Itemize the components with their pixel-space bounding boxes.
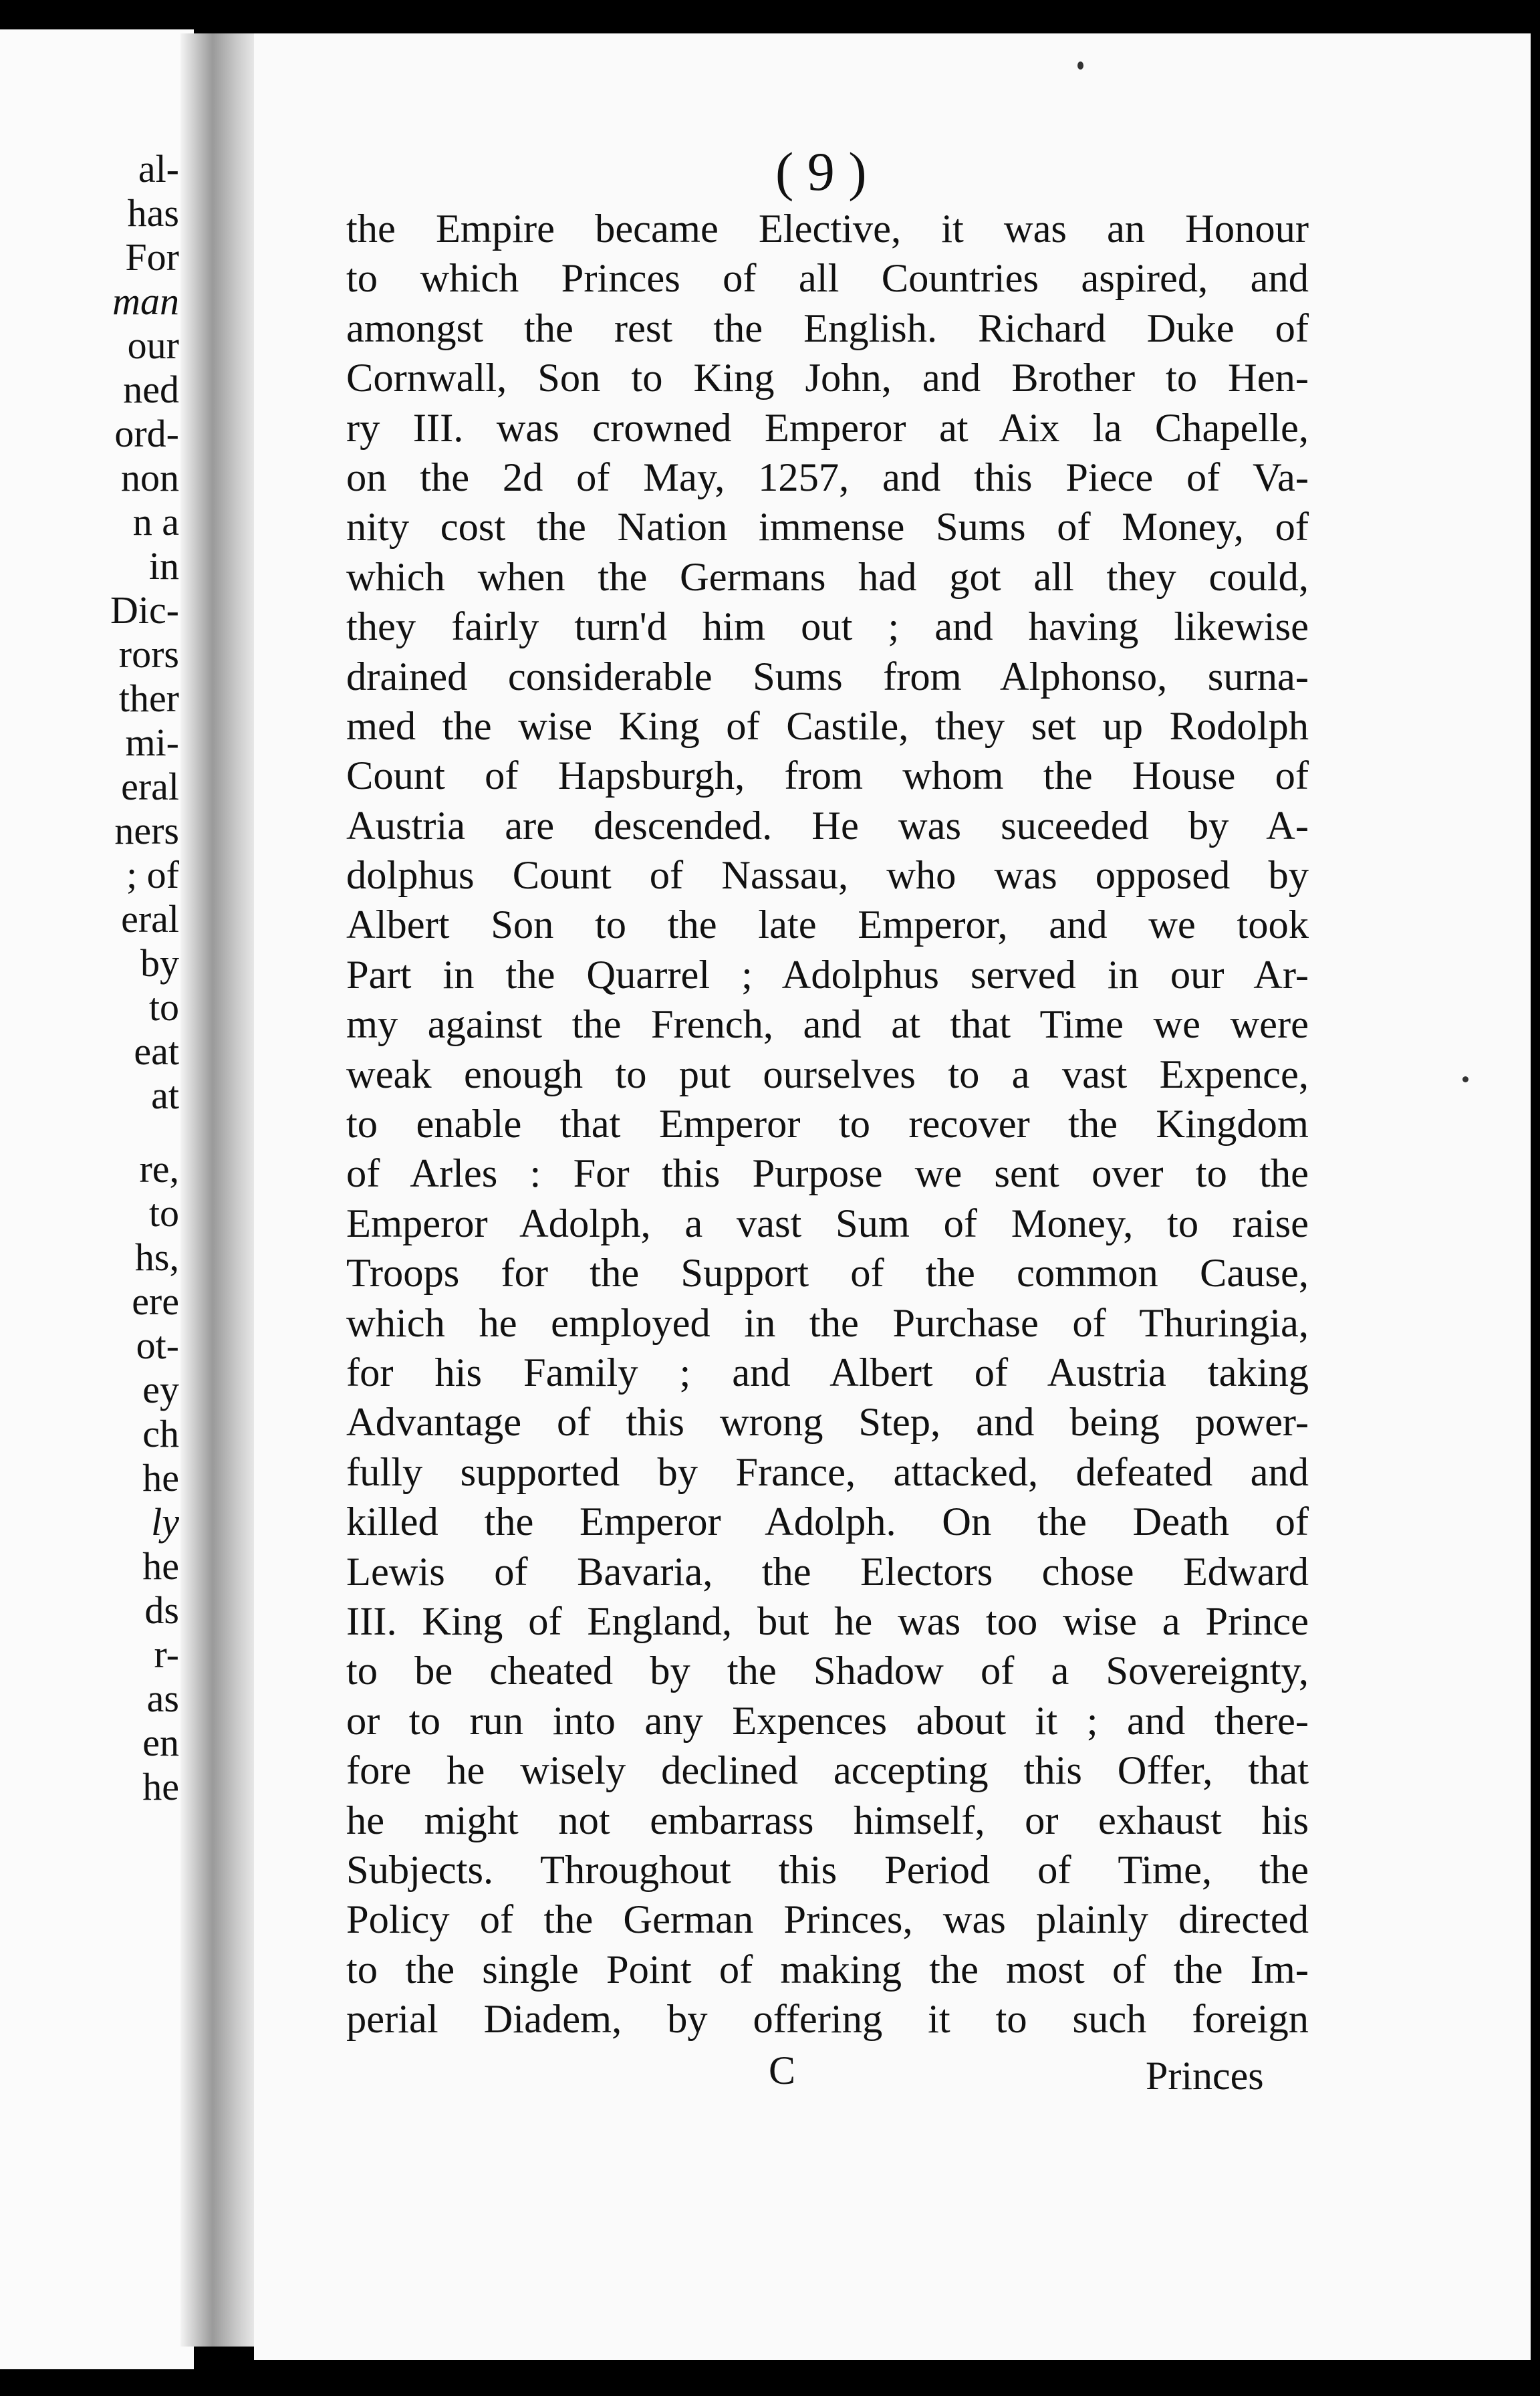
text-line: which he employed in the Purchase of Thuringia, [346, 1300, 1309, 1346]
left-page-line-fragment: eat [134, 1030, 179, 1073]
text-line: my against the French, and at that Time we were [346, 1002, 1309, 1048]
signature-mark: C [769, 2048, 796, 2092]
ink-speck [1077, 62, 1083, 70]
text-line: Part in the Quarrel ; Adolphus served in our Ar- [346, 952, 1309, 997]
text-line: on the 2d of May, 1257, and this Piece of Va- [346, 455, 1309, 500]
left-page-line-fragment: Dic- [110, 588, 179, 632]
catchword: Princes [1146, 2054, 1264, 2098]
text-line: for his Family ; and Albert of Austria taking [346, 1350, 1309, 1395]
left-page-line-fragment: as [146, 1677, 179, 1720]
left-page-line-fragment: by [140, 941, 179, 985]
text-line: Count of Hapsburgh, from whom the House of [346, 753, 1309, 799]
left-page-line-fragment: ere [132, 1280, 179, 1323]
left-page [0, 29, 194, 2369]
left-page-line-fragment: hs, [134, 1235, 179, 1279]
left-page-line-fragment: ther [118, 677, 179, 720]
left-page-line-fragment: he [142, 1765, 179, 1808]
text-line: or to run into any Expences about it ; and there- [346, 1698, 1309, 1744]
left-page-line-fragment: ch [142, 1412, 179, 1455]
page-gutter [180, 33, 261, 2347]
text-line: dolphus Count of Nassau, who was opposed by [346, 853, 1309, 898]
left-page-line-fragment: n a [132, 500, 179, 544]
text-line: fully supported by France, attacked, defeated and [346, 1449, 1309, 1495]
left-page-line-fragment: to [148, 1191, 179, 1235]
text-line: Lewis of Bavaria, the Electors chose Edward [346, 1549, 1309, 1594]
text-line: of Arles : For this Purpose we sent over to the [346, 1151, 1309, 1197]
text-line: Troops for the Support of the common Cause, [346, 1251, 1309, 1296]
text-line: he might not embarrass himself, or exhaust his [346, 1798, 1309, 1843]
left-page-line-fragment: al- [138, 147, 179, 191]
text-line: amongst the rest the English. Richard Duke of [346, 306, 1309, 351]
text-line: to which Princes of all Countries aspired, and [346, 256, 1309, 302]
text-line: Advantage of this wrong Step, and being power- [346, 1400, 1309, 1445]
left-page-line-fragment: he [142, 1544, 179, 1588]
left-page-line-fragment: non [121, 456, 179, 499]
text-line: Cornwall, Son to King John, and Brother to Hen- [346, 356, 1309, 401]
text-line: Albert Son to the late Emperor, and we took [346, 903, 1309, 948]
left-page-line-fragment: rors [118, 632, 179, 676]
left-page-line-fragment: at [151, 1074, 179, 1117]
scan-border [0, 2370, 1540, 2396]
left-page-line-fragment: in [148, 544, 179, 588]
text-line: to the single Point of making the most of the Im- [346, 1947, 1309, 1992]
text-line: perial Diadem, by offering it to such foreign [346, 1997, 1309, 2042]
left-page-line-fragment: our [127, 324, 179, 367]
ink-speck [1462, 1076, 1468, 1082]
left-page-line-fragment: en [142, 1721, 179, 1764]
text-line: killed the Emperor Adolph. On the Death of [346, 1500, 1309, 1545]
text-line: the Empire became Elective, it was an Honour [346, 207, 1309, 251]
text-line: to be cheated by the Shadow of a Sovereignty, [346, 1649, 1309, 1694]
left-page-line-fragment: he [142, 1456, 179, 1500]
text-line: nity cost the Nation immense Sums of Money, of [346, 505, 1309, 550]
left-page-line-fragment: mi- [125, 721, 179, 764]
text-line: Policy of the German Princes, was plainly directed [346, 1897, 1309, 1943]
text-line: drained considerable Sums from Alphonso, surna- [346, 654, 1309, 699]
text-line: to enable that Emperor to recover the Kingdom [346, 1102, 1309, 1147]
left-page-line-fragment: to [148, 985, 179, 1029]
left-page-line-fragment: ord- [114, 412, 179, 455]
text-line: med the wise King of Castile, they set up Rodolph [346, 703, 1309, 749]
text-line: which when the Germans had got all they could, [346, 554, 1309, 600]
left-page-line-fragment: eral [121, 765, 179, 808]
text-line: they fairly turn'd him out ; and having likewise [346, 604, 1309, 650]
left-page-line-fragment: re, [139, 1147, 179, 1191]
left-page-line-fragment: ned [123, 368, 179, 411]
left-page-line-fragment: ot- [136, 1324, 179, 1367]
text-line: Subjects. Throughout this Period of Time, the [346, 1847, 1309, 1893]
text-line: Austria are descended. He was suceeded by A- [346, 803, 1309, 848]
left-page-line-fragment: ; of [126, 853, 179, 896]
left-page-line-fragment: ds [144, 1588, 179, 1632]
text-line: ry III. was crowned Emperor at Aix la Chapelle, [346, 405, 1309, 451]
left-page-line-fragment: r- [154, 1633, 179, 1676]
text-line: III. King of England, but he was too wise a Prince [346, 1598, 1309, 1644]
text-line: fore he wisely declined accepting this Offer, that [346, 1748, 1309, 1794]
text-line: weak enough to put ourselves to a vast Expence, [346, 1052, 1309, 1097]
page-number: ( 9 ) [775, 141, 867, 202]
left-page-line-fragment: ly [151, 1500, 179, 1544]
left-page-line-fragment: ners [114, 809, 179, 852]
left-page-line-fragment: has [127, 191, 179, 235]
body-text [346, 205, 1309, 2044]
left-page-line-fragment: man [112, 279, 179, 323]
text-line: Emperor Adolph, a vast Sum of Money, to raise [346, 1201, 1309, 1246]
left-page-line-fragment: eral [121, 897, 179, 941]
left-page-line-fragment: ey [142, 1368, 179, 1411]
left-page-line-fragment: For [125, 235, 179, 279]
